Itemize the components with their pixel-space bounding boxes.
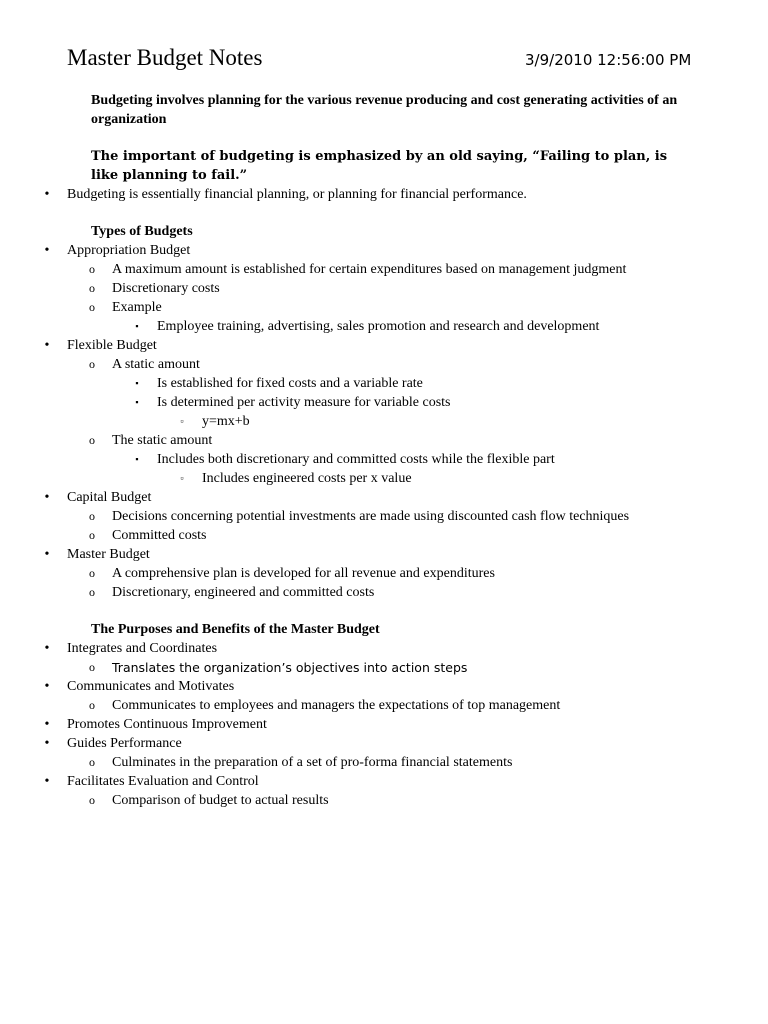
bullet-marker: o bbox=[89, 433, 95, 447]
list-item bbox=[0, 241, 691, 260]
bullet-marker: o bbox=[89, 585, 95, 599]
list-item bbox=[0, 507, 691, 526]
list-item-text: Discretionary, engineered and committed costs bbox=[112, 585, 375, 600]
bullet-marker: • bbox=[44, 338, 50, 353]
list-item bbox=[0, 185, 691, 204]
list-item bbox=[0, 583, 691, 602]
list-item bbox=[0, 564, 691, 583]
list-item bbox=[0, 469, 691, 488]
list-item bbox=[0, 431, 691, 450]
bullet-marker: ▪ bbox=[135, 321, 139, 331]
list-item-text: Flexible Budget bbox=[67, 338, 157, 353]
list-item bbox=[0, 412, 691, 431]
bullet-marker: ▪ bbox=[135, 378, 139, 388]
types-heading: Types of Budgets bbox=[91, 224, 193, 239]
list-item-text: Communicates and Motivates bbox=[67, 679, 235, 694]
bullet-marker: ▫ bbox=[180, 416, 184, 426]
list-item-text: Discretionary costs bbox=[112, 281, 220, 296]
list-item bbox=[0, 772, 691, 791]
bullet-marker: o bbox=[89, 281, 95, 295]
list-item-text: Promotes Continuous Improvement bbox=[67, 717, 267, 732]
bullet-marker: o bbox=[89, 528, 95, 542]
bullet-marker: o bbox=[89, 566, 95, 580]
list-item bbox=[0, 677, 691, 696]
list-item bbox=[0, 355, 691, 374]
page-timestamp: 3/9/2010 12:56:00 PM bbox=[525, 51, 692, 69]
list-item-text: Capital Budget bbox=[67, 490, 152, 505]
list-item-text: Includes both discretionary and committed costs while the flexible part bbox=[157, 452, 555, 467]
types-list bbox=[0, 241, 691, 602]
list-item-text: Decisions concerning potential investments are made using discounted cash flow techniques bbox=[112, 509, 630, 524]
list-item bbox=[0, 791, 691, 810]
purposes-heading: The Purposes and Benefits of the Master Budget bbox=[91, 622, 380, 637]
list-item-text: Example bbox=[112, 300, 162, 315]
list-item-text: Guides Performance bbox=[67, 736, 182, 751]
intro-list bbox=[0, 185, 691, 204]
list-item bbox=[0, 715, 691, 734]
bullet-marker: o bbox=[89, 698, 95, 712]
list-item-text: Appropriation Budget bbox=[67, 243, 191, 258]
list-item-text: Budgeting is essentially financial planning, or planning for financial performance. bbox=[67, 187, 527, 202]
bullet-marker: ▫ bbox=[180, 473, 184, 483]
list-item bbox=[0, 374, 691, 393]
document-body bbox=[44, 91, 691, 810]
bullet-marker: o bbox=[89, 660, 95, 674]
bullet-marker: • bbox=[44, 641, 50, 656]
list-item bbox=[0, 526, 691, 545]
list-item bbox=[0, 545, 691, 564]
list-item-text: Translates the organization’s objectives into action steps bbox=[112, 660, 468, 675]
list-item-text: A comprehensive plan is developed for all revenue and expenditures bbox=[112, 566, 495, 581]
bullet-marker: o bbox=[89, 793, 95, 807]
list-item-text: Culminates in the preparation of a set of pro-forma financial statements bbox=[112, 755, 513, 770]
bullet-marker: • bbox=[44, 717, 50, 732]
list-item-text: A maximum amount is established for certain expenditures based on management judgment bbox=[112, 262, 627, 277]
list-item-text: Facilitates Evaluation and Control bbox=[67, 774, 259, 789]
list-item bbox=[0, 298, 691, 317]
bullet-marker: • bbox=[44, 187, 50, 202]
intro-paragraph: Budgeting involves planning for the various revenue producing and cost generating activities of an organization bbox=[91, 93, 678, 127]
bullet-marker: o bbox=[89, 509, 95, 523]
bullet-marker: • bbox=[44, 774, 50, 789]
list-item-text: Comparison of budget to actual results bbox=[112, 793, 329, 808]
list-item-text: Communicates to employees and managers the expectations of top management bbox=[112, 698, 561, 713]
bullet-marker: ▪ bbox=[135, 454, 139, 464]
list-item bbox=[0, 393, 691, 412]
list-item bbox=[0, 696, 691, 715]
page-title: Master Budget Notes bbox=[67, 45, 263, 70]
bullet-marker: o bbox=[89, 262, 95, 276]
list-item bbox=[0, 336, 691, 355]
bullet-marker: • bbox=[44, 679, 50, 694]
bullet-marker: o bbox=[89, 300, 95, 314]
bullet-marker: • bbox=[44, 243, 50, 258]
list-item-text: Master Budget bbox=[67, 547, 150, 562]
bullet-marker: • bbox=[44, 736, 50, 751]
list-item bbox=[0, 279, 691, 298]
list-item bbox=[0, 658, 691, 677]
list-item-text: A static amount bbox=[112, 357, 200, 372]
list-item-text: Is determined per activity measure for variable costs bbox=[157, 395, 451, 410]
list-item-text: Includes engineered costs per x value bbox=[202, 471, 412, 486]
list-item bbox=[0, 734, 691, 753]
bullet-marker: o bbox=[89, 357, 95, 371]
list-item-text: Is established for fixed costs and a variable rate bbox=[157, 376, 423, 391]
bullet-marker: ▪ bbox=[135, 397, 139, 407]
list-item bbox=[0, 260, 691, 279]
list-item bbox=[0, 639, 691, 658]
list-item bbox=[0, 450, 691, 469]
list-item bbox=[0, 753, 691, 772]
bullet-marker: o bbox=[89, 755, 95, 769]
purposes-list bbox=[0, 639, 691, 810]
list-item-text: Committed costs bbox=[112, 528, 207, 543]
list-item bbox=[0, 488, 691, 507]
quote-paragraph: The important of budgeting is emphasized by an old saying, “Failing to plan, is like planning to fail.” bbox=[91, 149, 668, 183]
bullet-marker: • bbox=[44, 547, 50, 562]
list-item-text: y=mx+b bbox=[202, 414, 250, 429]
list-item-text: Employee training, advertising, sales promotion and research and development bbox=[157, 319, 600, 334]
list-item bbox=[0, 317, 691, 336]
bullet-marker: • bbox=[44, 490, 50, 505]
list-item-text: The static amount bbox=[112, 433, 213, 448]
list-item-text: Integrates and Coordinates bbox=[67, 641, 218, 656]
